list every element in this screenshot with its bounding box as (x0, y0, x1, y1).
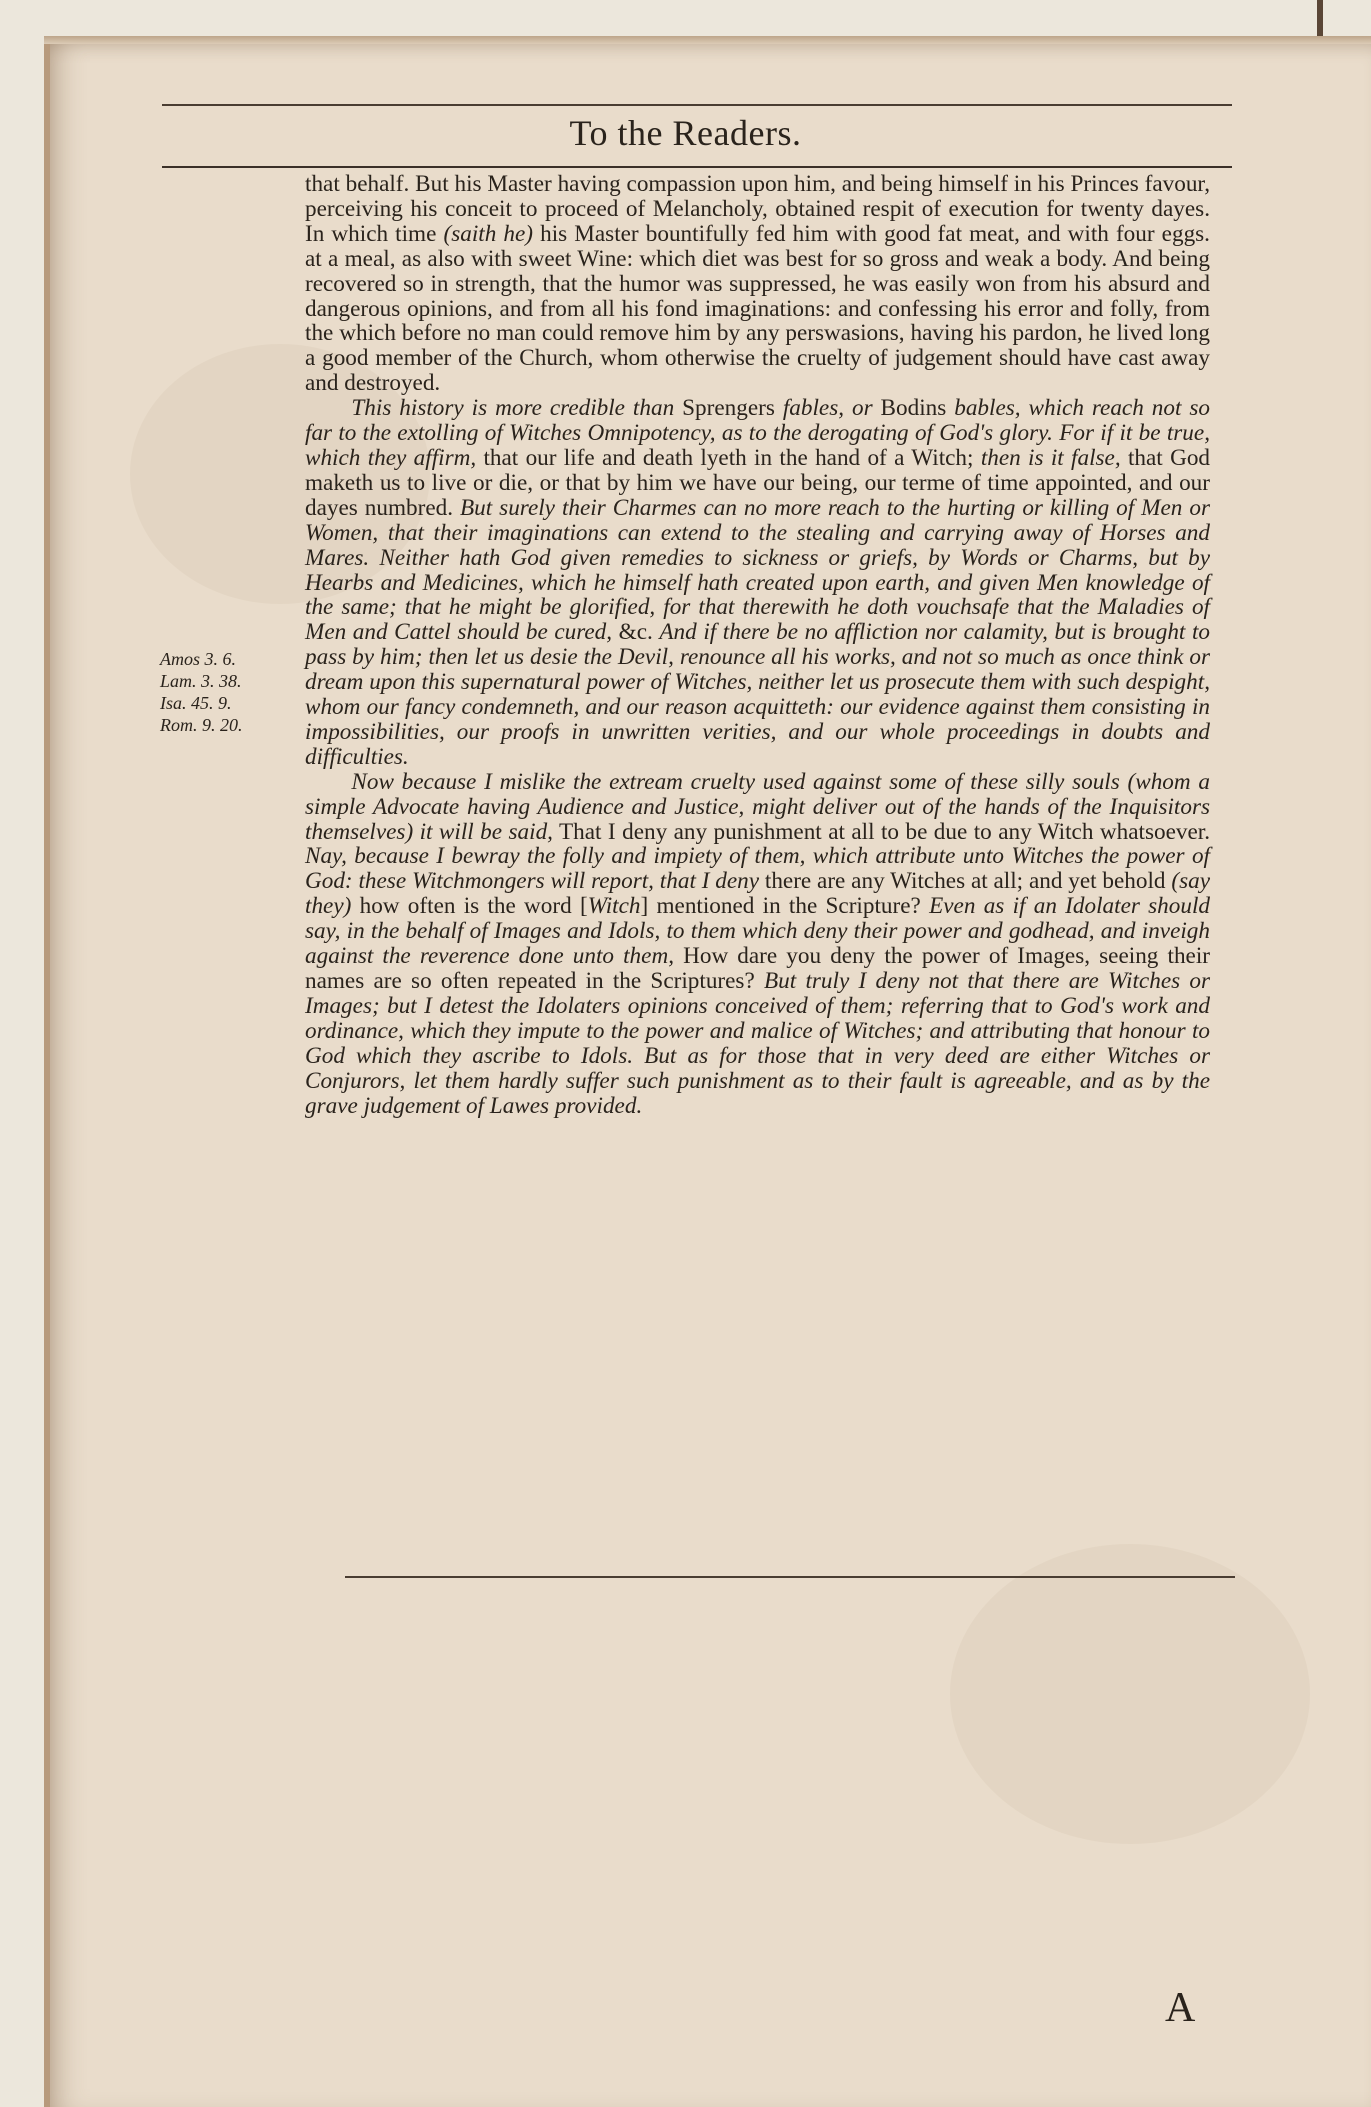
text-run: that God maketh us to live or die, or that by him we have our being, our terme of time appointed, and our dayes numbred. (305, 444, 1211, 521)
italic-run: (say they) (305, 868, 1210, 920)
paragraph (305, 770, 1210, 1119)
italic-run: (saith he) (443, 220, 534, 247)
italic-run: then is it false, (980, 444, 1121, 471)
signature-mark: A (1165, 1985, 1196, 2031)
paper-stain (950, 1544, 1310, 1844)
italic-run: But surely their Charmes can no more reach to the hurting or killing of Men or Women, that their imaginations can extend to the stealing and carrying away of Horses and Mares. Neither hath God given remedies to sickness or griefs, by Words or Charms, but by Hearbs and Medicines, which he himself hath created upon earth, and given Men knowledge of the same; that he might be glorified, for that therewith he doth vouchsafe that the Maladies of Men and Cattel should be cured, (305, 494, 1210, 646)
text-run: ] mentioned in the Scripture? (640, 893, 930, 920)
italic-run: Witch (587, 893, 641, 920)
text-run: that our life and death lyeth in the hand of a Witch; (476, 444, 981, 471)
text-run: that behalf. But his Master having compassion upon him, and being himself in his Princes favour, perceiving his conceit to proceed of Melancholy, obtained respit of execution for twenty dayes. In which time (305, 171, 1210, 247)
text-run: Bodins (872, 395, 955, 422)
header-top-rule (162, 104, 1232, 106)
italic-run: But truly I deny not that there are Witches or Images; but I detest the Idolaters opinions conceived of them; referring that to God's work and ordinance, which they impute to the power and malice of Witches; and attributing that honour to God which they ascribe to Idols. But as for those that in very deed are either Witches or Conjurors, let them hardly suffer such punishment as to their fault is agreeable, and as by the grave judgement of Lawes provided. (305, 968, 1210, 1119)
italic-run: Nay, because I bewray the folly and impiety of them, which attribute unto Witches the power of God: these Witchmongers will report, that I deny (305, 843, 1210, 895)
body-text (305, 172, 1210, 1118)
italic-run: Even as if an Idolater should say, in the behalf of Images and Idols, to them which deny their power and godhead, and inveigh against the reverence done unto them, (305, 893, 1210, 970)
text-run: how often is the word [ (351, 893, 588, 920)
text-run: Sprengers (674, 395, 783, 422)
italic-run: fables, or (782, 395, 873, 422)
paragraph (305, 396, 1210, 770)
running-head: To the Readers. (569, 113, 802, 153)
text-run: &c. (612, 619, 660, 646)
text-run: his Master bountifully fed him with good fat meat, and with four eggs. at a meal, as also with sweet Wine: which diet was best for so gross and weak a body. And being recovered so in strength, that the humor was suppressed, he was easily won from his absurd and dangerous opinions, and from all his fond imaginations: and confessing his error and folly, from the which before no man could remove him by any perswasions, having his pardon, he lived long a good member of the Church, whom otherwise the cruelty of judgement should have cast away and destroyed. (305, 220, 1210, 397)
text-run: there are any Witches at all; and yet behold (759, 868, 1172, 895)
italic-run: This history is more credible than (351, 395, 675, 422)
margin-note: Isa. 45. 9. (160, 693, 232, 713)
header-bottom-rule (162, 166, 1232, 168)
margin-note: Amos 3. 6. (160, 649, 236, 669)
italic-run: And if there be no affliction nor calamity, but is brought to pass by him; then let us desie the Devil, renounce all his works, and not so much as once think or dream upon this supernatural power of Witches, neither let us prosecute them with such despight, whom our fancy condemneth, and our reason acquitteth: our evidence against them consisting in impossibilities, our proofs in unwritten verities, and our whole proceedings in doubts and difficulties. (305, 619, 1210, 770)
italic-run: Now because I mislike the extream cruelty used against some of these silly souls (whom a simple Advocate having Audience and Justice, might deliver out of the hands of the Inquisitors themselves) it will be said, (305, 768, 1210, 845)
margin-note: Rom. 9. 20. (160, 715, 243, 735)
margin-note: Lam. 3. 38. (160, 671, 242, 691)
paragraph (305, 172, 1210, 396)
closing-rule (345, 1576, 1235, 1578)
italic-run: bables, which reach not so far to the extolling of Witches Omnipotency, as to the derogating of God's glory. For if it be true, which they affirm, (305, 395, 1210, 471)
binding-mark (1317, 0, 1323, 36)
text-run: That I deny any punishment at all to be due to any Witch whatsoever. (552, 818, 1210, 845)
text-run: How dare you deny the power of Images, seeing their names are so often repeated in the Scriptures? (305, 943, 1210, 994)
margin-references (160, 648, 280, 736)
